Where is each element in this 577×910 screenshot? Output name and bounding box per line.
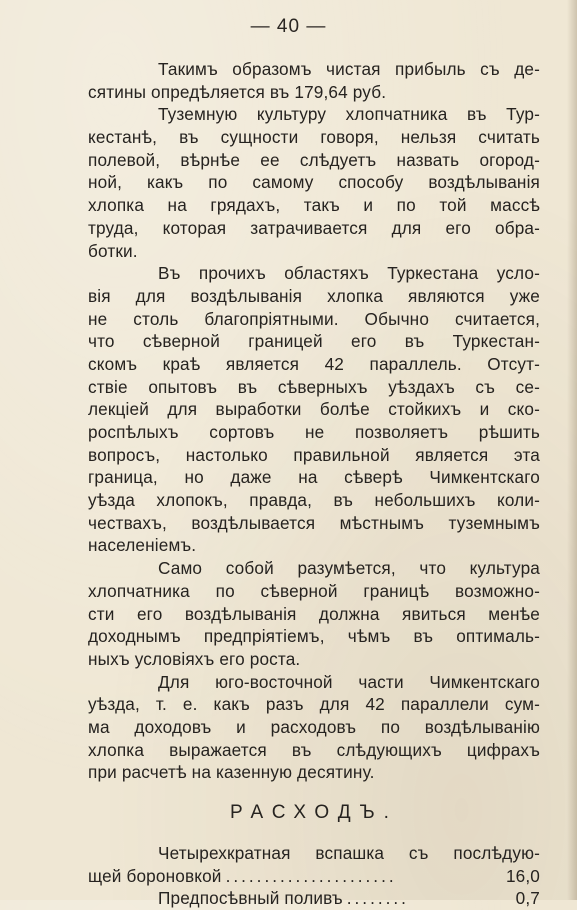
paragraph-1 <box>88 58 540 103</box>
text-line: что сѣверной границей его въ Туркестан- <box>88 331 540 352</box>
text-line: хлопчатника по сѣверной границѣ возможно- <box>88 580 540 601</box>
expense-value: 16,0 <box>505 865 540 886</box>
expense-label: Предпосѣвный поливъ <box>158 888 343 909</box>
text-line: не столь благопріятными. Обычно считается, <box>88 308 540 329</box>
text-line: Само собой разумѣется, что культура <box>158 558 540 579</box>
text-line: Такимъ образомъ чистая прибыль съ де- <box>158 59 540 79</box>
text-line: ствіе опытовъ въ сѣверныхъ уѣздахъ съ се- <box>88 376 540 397</box>
expense-row <box>88 887 540 910</box>
text-line: уѣзда хлопокъ, правда, въ небольшихъ коли- <box>88 490 540 511</box>
leader-dots: ........ <box>346 888 409 909</box>
text-line: уѣзда, т. е. какъ разъ для 42 параллели сум- <box>88 694 540 715</box>
text-line: хлопка выражается въ слѣдующихъ цифрахъ <box>88 739 540 760</box>
text-line: роспѣлыхъ сортовъ не позволяетъ рѣшить <box>88 422 540 442</box>
text-line: полевой, вѣрнѣе ее слѣдуетъ назвать огород- <box>88 149 540 170</box>
text-line: лекціей для выработки болѣе стойкихъ и ско- <box>88 399 540 420</box>
text-line: кестанѣ, въ сущности говоря, нельзя считать <box>88 127 540 148</box>
text-line: вопросъ, настолько правильной является эта <box>88 444 540 465</box>
text-line: ныхъ условіяхъ его роста. <box>88 648 301 669</box>
paragraph-5 <box>88 671 540 784</box>
text-line: Для юго-восточной части Чимкентскаго <box>158 671 540 692</box>
text-line: чествахъ, воздѣлывается мѣстнымъ туземнымъ <box>88 512 540 533</box>
text-line: доходнымъ предпріятіемъ, чѣмъ въ оптималь- <box>88 626 540 647</box>
page-edge-shadow <box>567 0 577 900</box>
paragraph-4 <box>88 557 540 670</box>
text-line: Туземную культуру хлопчатника въ Тур- <box>158 104 540 125</box>
text-line: при расчетѣ на казенную десятину. <box>88 762 375 783</box>
body-text <box>88 58 540 910</box>
text-line: сятины опредѣляется въ 179,64 руб. <box>88 81 387 102</box>
page-number: — 40 — <box>250 16 327 37</box>
text-line: населеніемъ. <box>88 535 197 556</box>
text-line: ма доходовъ и расходовъ по воздѣлыванію <box>88 716 540 737</box>
text-line: хлопка на грядахъ, такъ и по той массѣ <box>88 195 540 216</box>
text-line: вія для воздѣлыванія хлопка являются уже <box>88 285 540 306</box>
text-line: ной, какъ по самому способу воздѣлыванія <box>88 172 540 193</box>
text-line: граница, но даже на сѣверѣ Чимкентскаго <box>88 467 540 488</box>
paragraph-2 <box>88 103 540 262</box>
expense-label: щей бороновкой <box>88 865 222 886</box>
text-line: труда, которая затрачивается для его обра- <box>88 217 540 238</box>
expense-item-plowing <box>88 842 540 887</box>
text-line: скомъ краѣ является 42 параллель. Отсут- <box>88 353 540 374</box>
expense-row <box>88 865 540 888</box>
expense-line: Четырехкратная вспашка съ послѣдую- <box>158 843 540 863</box>
paragraph-3 <box>88 262 540 557</box>
section-heading: РАСХОДЪ. <box>230 802 398 823</box>
leader-dots: ...................... <box>225 865 397 886</box>
expense-value: 0,7 <box>515 888 540 909</box>
text-line: сти его воздѣлыванія должна явиться менѣе <box>88 603 540 624</box>
expense-item-irrigation <box>88 887 540 910</box>
text-line: ботки. <box>88 240 138 261</box>
text-line: Въ прочихъ областяхъ Туркестана усло- <box>158 263 540 284</box>
